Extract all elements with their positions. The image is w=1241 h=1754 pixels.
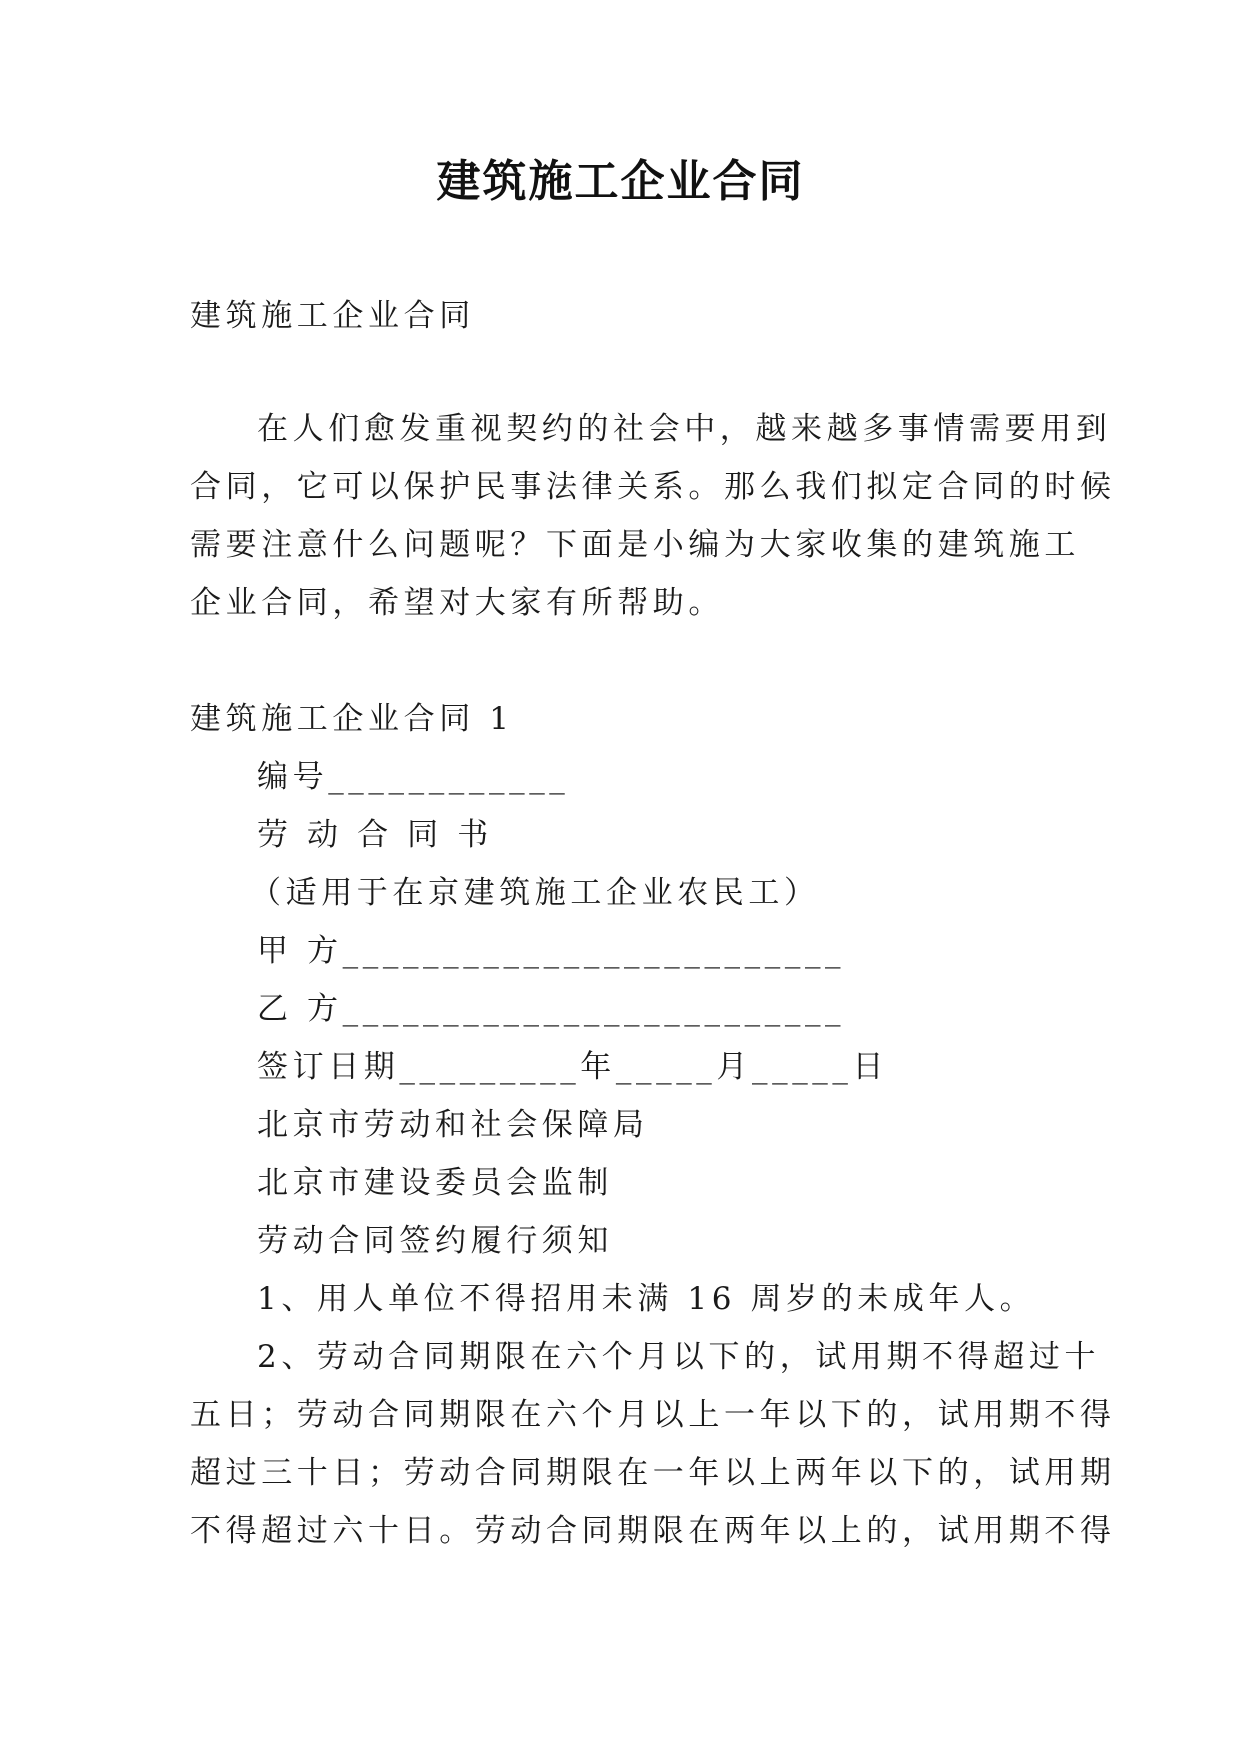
- document-heading: 建筑施工企业合同: [190, 298, 475, 334]
- intro-line: 需要注意什么问题呢？下面是小编为大家收集的建筑施工: [190, 527, 1080, 563]
- party-a-field: 甲 方_________________________: [257, 933, 846, 969]
- issuer-line: 北京市劳动和社会保障局: [257, 1107, 649, 1143]
- intro-line: 合同，它可以保护民事法律关系。那么我们拟定合同的时候: [190, 469, 1116, 505]
- supervisor-line: 北京市建设委员会监制: [257, 1165, 613, 1201]
- notice-heading: 劳动合同签约履行须知: [257, 1223, 613, 1259]
- document-title: 建筑施工企业合同: [436, 156, 805, 207]
- applicability-note: （适用于在京建筑施工企业农民工）: [250, 875, 820, 911]
- intro-line: 企业合同，希望对大家有所帮助。: [190, 585, 724, 621]
- contract-book-title: 劳 动 合 同 书: [257, 817, 493, 853]
- notice-item-2-line: 2、劳动合同期限在六个月以下的，试用期不得超过十: [257, 1339, 1101, 1375]
- intro-line: 在人们愈发重视契约的社会中，越来越多事情需要用到: [257, 411, 1112, 447]
- notice-item-1: 1、用人单位不得招用未满 16 周岁的未成年人。: [257, 1281, 1036, 1317]
- signing-date-field: 签订日期_________年_____月_____日: [257, 1049, 889, 1085]
- section-heading: 建筑施工企业合同 1: [190, 701, 514, 737]
- notice-item-2-line: 超过三十日；劳动合同期限在一年以上两年以下的，试用期: [190, 1455, 1116, 1491]
- party-b-field: 乙 方_________________________: [257, 991, 846, 1027]
- notice-item-2-line: 不得超过六十日。劳动合同期限在两年以上的，试用期不得: [190, 1513, 1116, 1549]
- contract-number-field: 编号____________: [257, 759, 570, 795]
- notice-item-2-line: 五日；劳动合同期限在六个月以上一年以下的，试用期不得: [190, 1397, 1116, 1433]
